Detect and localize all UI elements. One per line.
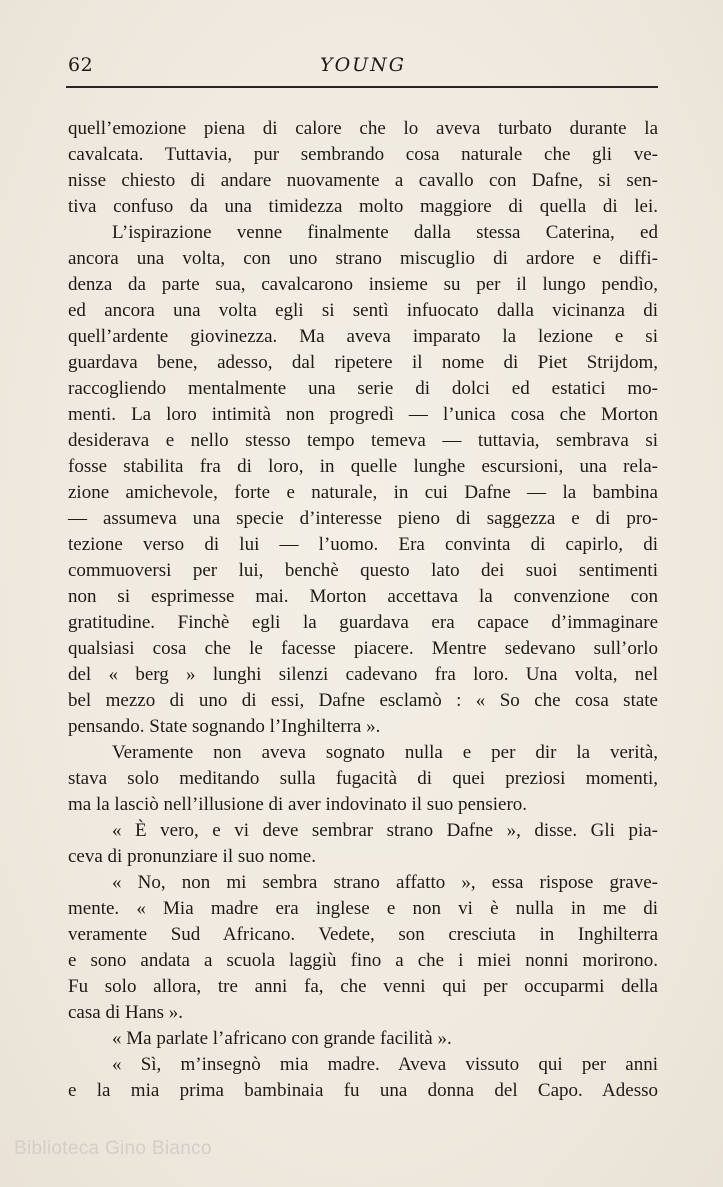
text-line: « Sì, m’insegnò mia madre. Aveva vissuto qui per anni [112,1054,658,1075]
text-line: pensando. State sognando l’Inghilterra ». [68,716,381,737]
library-watermark: Biblioteca Gino Bianco [14,1138,212,1159]
text-line: « No, non mi sembra strano affatto », essa rispose grave- [112,872,658,893]
text-line: tezione verso di lui — l’uomo. Era convinta di capirlo, di [68,534,658,555]
text-line: cavalcata. Tuttavia, pur sembrando cosa naturale che gli ve- [68,144,658,165]
text-line: ma la lasciò nell’illusione di aver indovinato il suo pensiero. [68,794,528,815]
text-line: bel mezzo di uno di essi, Dafne esclamò : « So che cosa state [68,690,658,711]
text-line: L’ispirazione venne finalmente dalla stessa Caterina, ed [112,222,658,243]
text-line: denza da parte sua, cavalcarono insieme su per il lungo pendìo, [68,274,658,295]
text-line: — assumeva una specie d’interesse pieno di saggezza e di pro- [68,508,658,529]
text-line: mente. « Mia madre era inglese e non vi è nulla in me di [68,898,658,919]
text-line: desiderava e nello stesso tempo temeva — tuttavia, sembrava si [68,430,658,451]
text-line: gratitudine. Finchè egli la guardava era capace d’immaginare [68,612,658,633]
header-rule [66,86,658,88]
text-line: raccogliendo mentalmente una serie di dolci ed estatici mo- [68,378,658,399]
text-line: nisse chiesto di andare nuovamente a cavallo con Dafne, si sen- [68,170,658,191]
running-title: YOUNG [320,54,406,76]
text-line: stava solo meditando sulla fugacità di quei preziosi momenti, [68,768,658,789]
text-line: quell’emozione piena di calore che lo aveva turbato durante la [68,118,658,139]
text-line: ed ancora una volta egli si sentì infuocato dalla vicinanza di [68,300,658,321]
text-line: casa di Hans ». [68,1002,184,1023]
text-line: tiva confuso da una timidezza molto maggiore di quella di lei. [68,196,658,217]
text-line: non si esprimesse mai. Morton accettava la convenzione con [68,586,658,607]
text-line: commuoversi per lui, benchè questo lato dei suoi sentimenti [68,560,658,581]
text-line: ceva di pronunziare il suo nome. [68,846,316,867]
text-line: menti. La loro intimità non progredì — l’unica cosa che Morton [68,404,658,425]
text-line: del « berg » lunghi silenzi cadevano fra loro. Una volta, nel [68,664,658,685]
text-line: « È vero, e vi deve sembrar strano Dafne », disse. Gli pia- [112,820,658,841]
text-line: « Ma parlate l’africano con grande facilità ». [112,1028,452,1049]
text-line: quell’ardente giovinezza. Ma aveva imparato la lezione e si [68,326,658,347]
text-line: veramente Sud Africano. Vedete, son cresciuta in Inghilterra [68,924,658,945]
text-line: guardava bene, adesso, dal ripetere il nome di Piet Strijdom, [68,352,658,373]
text-line: Veramente non aveva sognato nulla e per dir la verità, [112,742,658,763]
text-line: ancora una volta, con uno strano miscuglio di ardore e diffi- [68,248,658,269]
text-line: fosse stabilita fra di loro, in quelle lunghe escursioni, una rela- [68,456,658,477]
page-header [68,54,658,82]
page-number: 62 [68,54,94,76]
text-line: Fu solo allora, tre anni fa, che venni qui per occuparmi della [68,976,658,997]
text-line: qualsiasi cosa che le facesse piacere. Mentre sedevano sull’orlo [68,638,658,659]
text-line: zione amichevole, forte e naturale, in cui Dafne — la bambina [68,482,658,503]
text-line: e la mia prima bambinaia fu una donna del Capo. Adesso [68,1080,658,1101]
text-line: e sono andata a scuola laggiù fino a che i miei nonni morirono. [68,950,658,971]
body-text [68,116,658,1104]
